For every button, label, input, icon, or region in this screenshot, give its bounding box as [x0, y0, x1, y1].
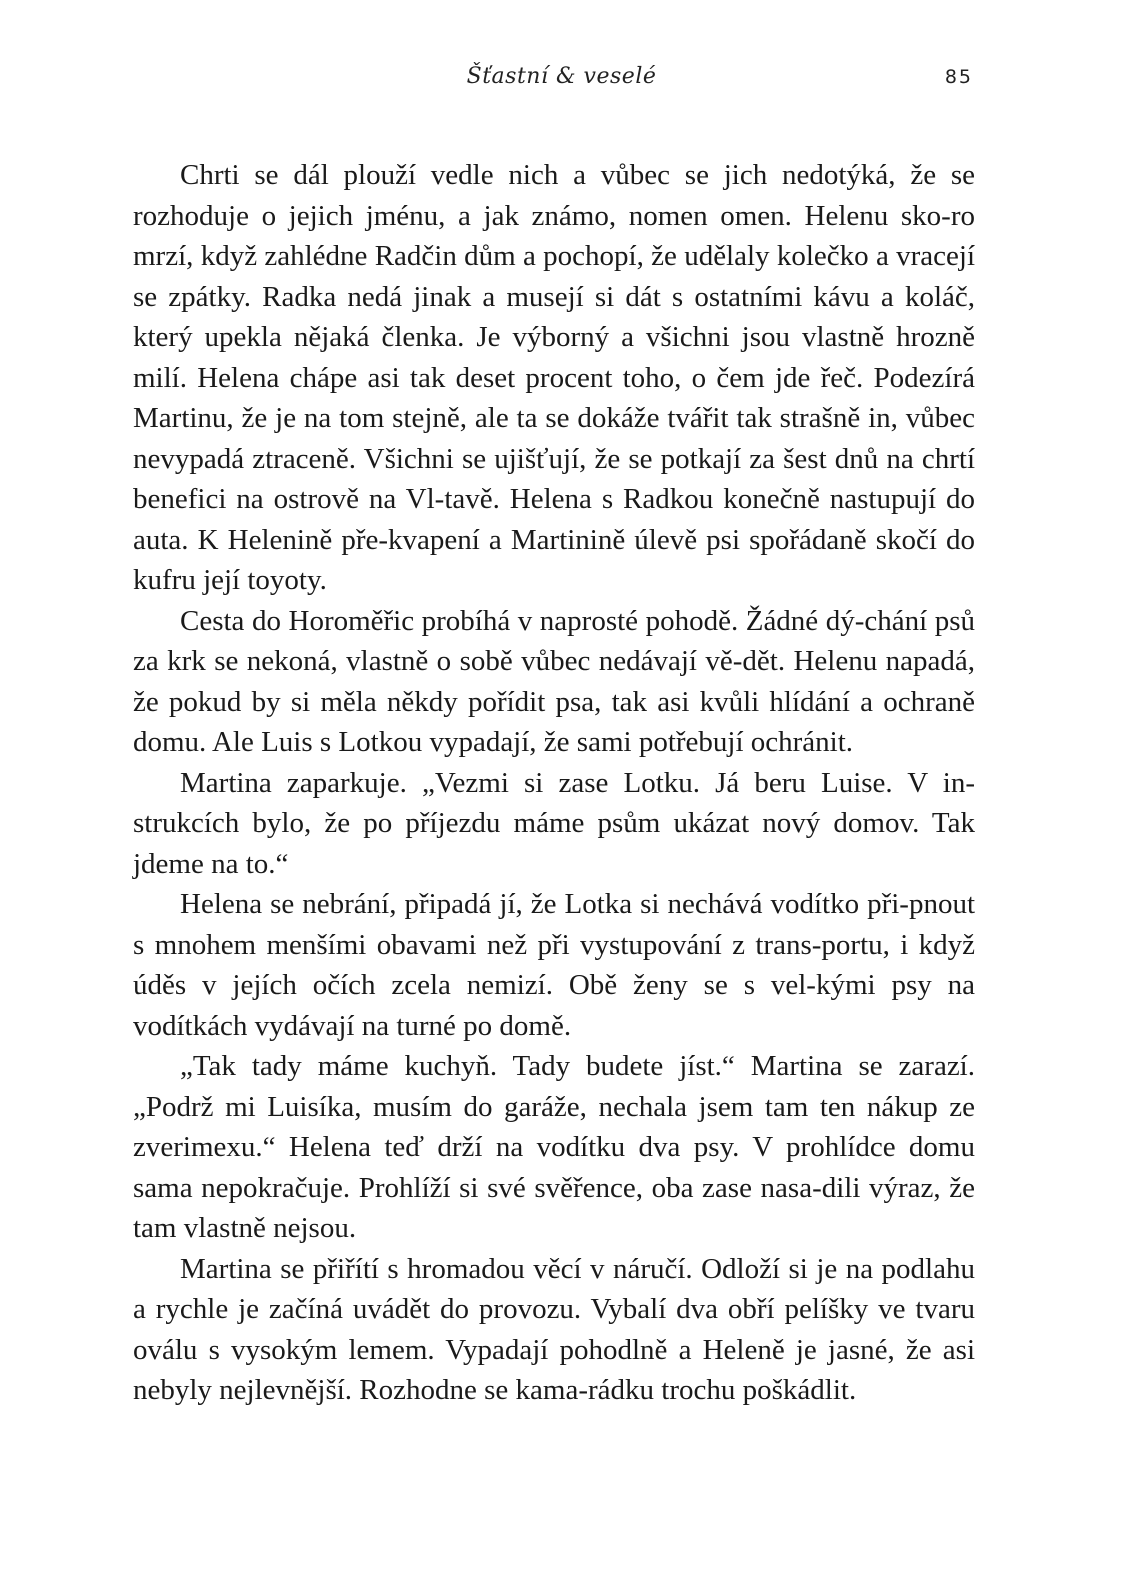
- paragraph-4: Helena se nebrání, připadá jí, že Lotka si nechává vodítko při-pnout s mnohem menšími obavami než při vystupování z trans-portu, i když úděs v jejích očích zcela nemizí. Obě ženy se s vel-kými psy na vodítkách vydávají na turné po domě.: [133, 888, 975, 1042]
- body-text: [133, 155, 975, 1411]
- page-number: 85: [944, 66, 973, 88]
- running-title: Šťastní & veselé: [466, 64, 657, 89]
- paragraph-5: „Tak tady máme kuchyň. Tady budete jíst.“ Martina se zarazí. „Podrž mi Luisíka, musím do garáže, nechala jsem tam ten nákup ze zverimexu.“ Helena teď drží na vodítku dva psy. V prohlídce domu sama nepokračuje. Prohlíží si své svěřence, oba zase nasa-dili výraz, že tam vlastně nejsou.: [133, 1050, 975, 1244]
- paragraph-6: Martina se přiřítí s hromadou věcí v náručí. Odloží si je na podlahu a rychle je začíná uvádět do provozu. Vybalí dva obří pelíšky ve tvaru oválu s vysokým lemem. Vypadají pohodlně a Heleně je jasné, že asi nebyly nejlevnější. Rozhodne se kama-rádku trochu poškádlit.: [133, 1252, 975, 1406]
- running-header: [0, 58, 1123, 98]
- paragraph-3: Martina zaparkuje. „Vezmi si zase Lotku. Já beru Luise. V in-strukcích bylo, že po příjezdu máme psům ukázat nový domov. Tak jdeme na to.“: [133, 766, 975, 880]
- paragraph-2: Cesta do Horoměřic probíhá v naprosté pohodě. Žádné dý-chání psů za krk se nekoná, vlastně o sobě vůbec nedávají vě-dět. Helenu napadá, že pokud by si měla někdy pořídit psa, tak asi kvůli hlídání a ochraně domu. Ale Luis s Lotkou vypadají, že sami potřebují ochránit.: [133, 604, 975, 758]
- paragraph-1: Chrti se dál plouží vedle nich a vůbec se jich nedotýká, že se rozhoduje o jejich jménu, a jak známo, nomen omen. Helenu sko-ro mrzí, když zahlédne Radčin dům a pochopí, že udělaly kolečko a vracejí se zpátky. Radka nedá jinak a musejí si dát s ostatními kávu a koláč, který upekla nějaká členka. Je výborný a všichni jsou vlastně hrozně milí. Helena chápe asi tak deset procent toho, o čem jde řeč. Podezírá Martinu, že je na tom stejně, ale ta se dokáže tvářit tak strašně in, vůbec nevypadá ztraceně. Všichni se ujišťují, že se potkají za šest dnů na chrtí benefici na ostrově na Vl-tavě. Helena s Radkou konečně nastupují do auta. K Helenině pře-kvapení a Martinině úlevě psi spořádaně skočí do kufru její toyoty.: [133, 159, 975, 596]
